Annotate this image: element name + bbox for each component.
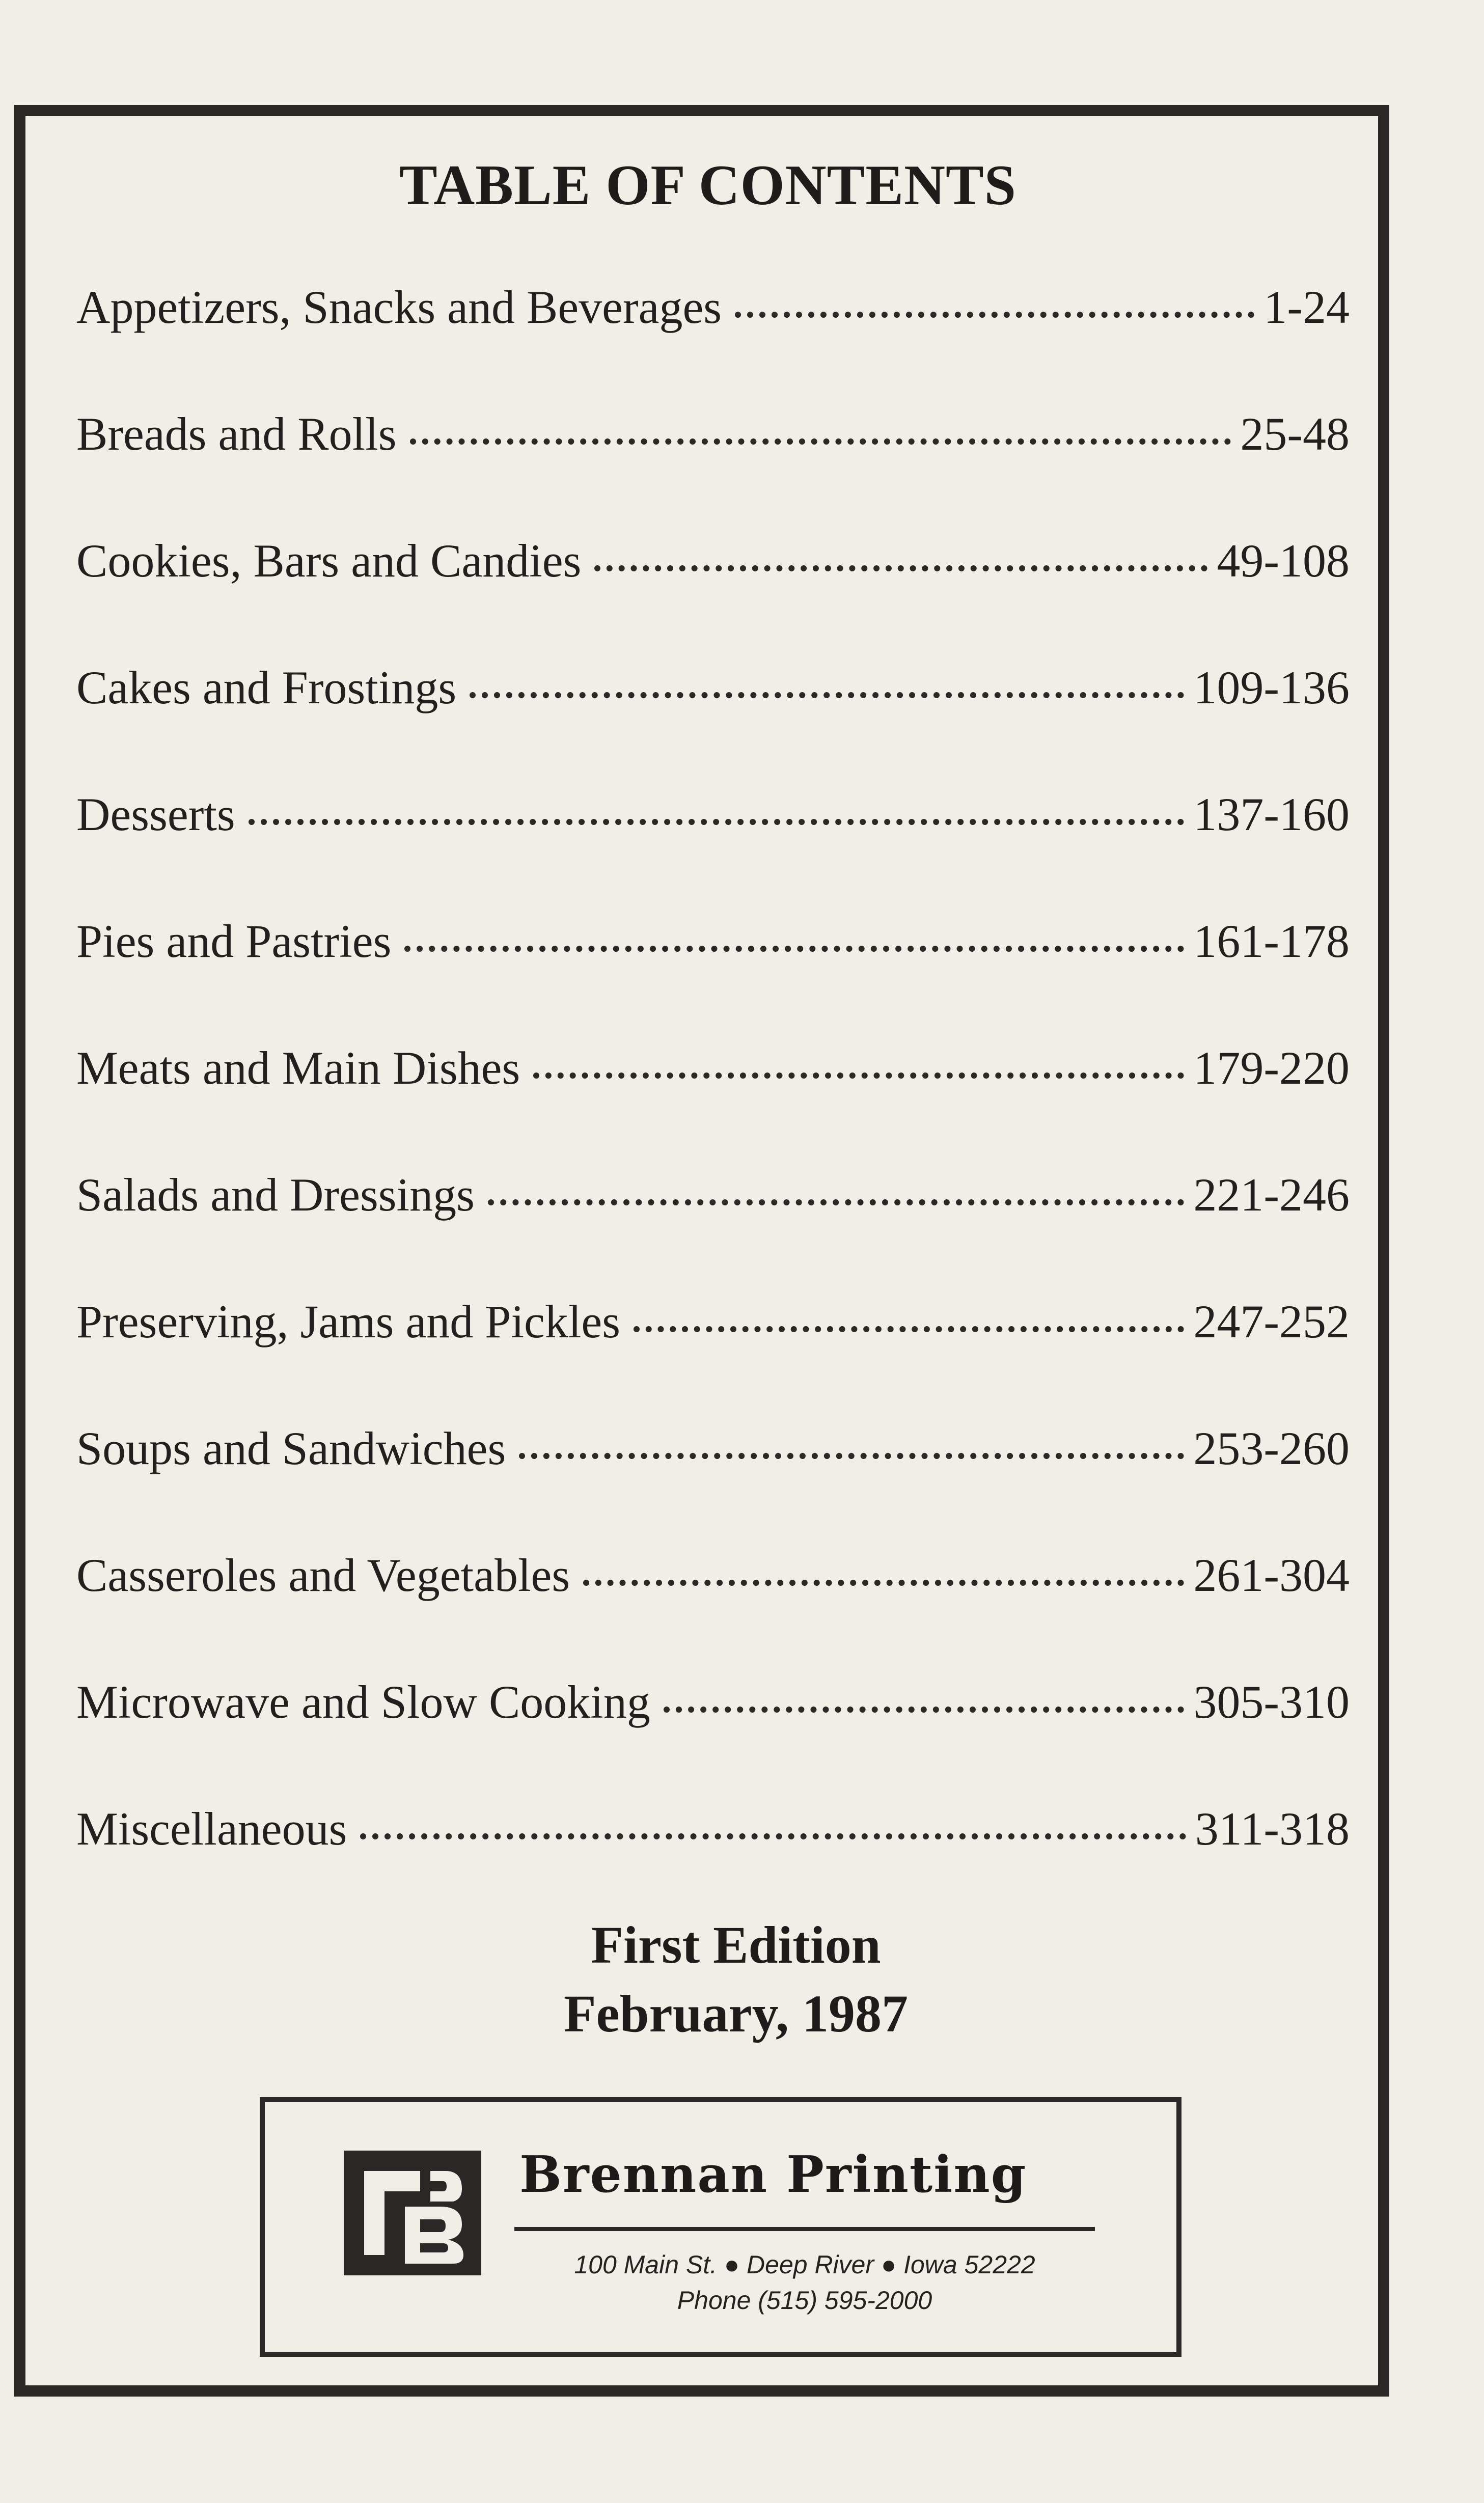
toc-entry-pages: 311-318 (1195, 1803, 1350, 1855)
toc-entry (76, 1675, 1350, 1802)
toc-entry (76, 280, 1350, 407)
dot-leader (533, 1072, 1184, 1079)
dot-leader (488, 1199, 1184, 1205)
printer-address: 100 Main St. ● Deep River ● Iowa 52222 (574, 2250, 1035, 2279)
toc-entry (76, 1295, 1350, 1421)
dot-leader (664, 1707, 1184, 1713)
dot-leader (594, 565, 1207, 571)
toc-entry (76, 1802, 1350, 1929)
dot-leader (583, 1580, 1184, 1586)
dot-leader (410, 438, 1231, 445)
toc-entry-label: Breads and Rolls (76, 408, 397, 460)
toc-entry (76, 1168, 1350, 1295)
toc-entry-label: Preserving, Jams and Pickles (76, 1296, 621, 1347)
divider (514, 2227, 1095, 2231)
toc-entry-label: Salads and Dressings (76, 1169, 475, 1221)
toc-entry-pages: 247-252 (1193, 1296, 1350, 1347)
toc-entry-label: Appetizers, Snacks and Beverages (76, 281, 722, 333)
toc-entry (76, 407, 1350, 534)
toc-entry-label: Miscellaneous (76, 1803, 347, 1855)
dot-leader (470, 692, 1184, 698)
toc-entry-pages: 261-304 (1193, 1549, 1350, 1601)
toc-entry (76, 534, 1350, 661)
dot-leader (519, 1453, 1184, 1459)
toc-entry-label: Meats and Main Dishes (76, 1042, 520, 1094)
toc-entry-pages: 49-108 (1217, 535, 1350, 587)
dot-leader (735, 312, 1254, 318)
edition-label: First Edition (591, 1916, 881, 1974)
edition-date: February, 1987 (564, 1985, 908, 2043)
dot-leader (249, 819, 1185, 825)
toc-entry-pages: 25-48 (1240, 408, 1350, 460)
toc-entry-label: Soups and Sandwiches (76, 1422, 506, 1474)
toc-entry-label: Pies and Pastries (76, 915, 392, 967)
toc-entry-pages: 305-310 (1193, 1676, 1350, 1728)
dot-leader (360, 1833, 1186, 1839)
dot-leader (634, 1326, 1184, 1332)
toc-entry-pages: 161-178 (1193, 915, 1350, 967)
table-of-contents (76, 280, 1350, 1929)
toc-entry (76, 787, 1350, 914)
toc-entry-pages: 137-160 (1193, 788, 1350, 840)
toc-entry-label: Casseroles and Vegetables (76, 1549, 570, 1601)
printer-phone: Phone (515) 595-2000 (677, 2286, 932, 2315)
toc-entry (76, 1548, 1350, 1675)
page-title: TABLE OF CONTENTS (399, 154, 1016, 217)
toc-entry-label: Cakes and Frostings (76, 662, 457, 713)
toc-entry-pages: 179-220 (1193, 1042, 1350, 1094)
printer-name: Brennan Printing (519, 2146, 1027, 2204)
toc-entry-label: Cookies, Bars and Candies (76, 535, 582, 587)
toc-entry (76, 1421, 1350, 1548)
toc-entry (76, 1041, 1350, 1168)
dot-leader (404, 946, 1184, 952)
toc-entry-pages: 253-260 (1193, 1422, 1350, 1474)
toc-entry (76, 914, 1350, 1041)
toc-entry (76, 661, 1350, 787)
toc-entry-label: Desserts (76, 788, 235, 840)
toc-entry-pages: 221-246 (1193, 1169, 1350, 1221)
toc-entry-pages: 109-136 (1193, 662, 1350, 713)
printer-imprint (260, 2097, 1181, 2357)
bp-monogram-icon (344, 2151, 481, 2275)
toc-entry-label: Microwave and Slow Cooking (76, 1676, 650, 1728)
toc-entry-pages: 1-24 (1263, 281, 1350, 333)
